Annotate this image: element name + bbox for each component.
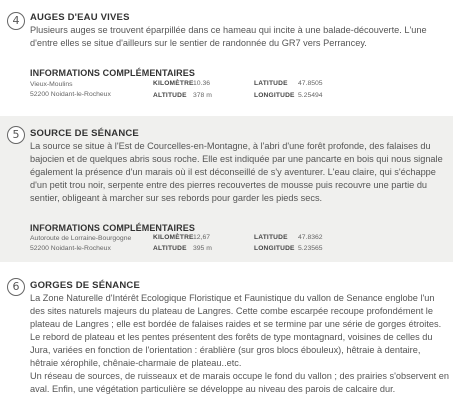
info-heading-5: INFORMATIONS COMPLÉMENTAIRES	[30, 223, 195, 233]
altitude-value: 395 m	[193, 245, 212, 252]
poi-description-5	[30, 140, 450, 205]
poi-title-4: AUGES D'EAU VIVES	[30, 12, 130, 23]
paragraph: La source se situe à l'Est de Courcelles-en-Montagne, à l'abri d'une forêt profonde, des falaises du bajocien et de quelques abris sous roche. Elle est indiquée par une pancarte en bois qui nous signale également la présence d'un marais où il est déconseillé de s'y aventurer. L'eau claire, qui s'échappe d'un petit trou noir, serpente entre des pierres recouvertes de mousse puis recouvre une partie du sentier, obligeant à marcher sur ses rebords pour garder les pieds secs.	[30, 141, 443, 203]
address-4	[30, 80, 111, 99]
info-heading-4: INFORMATIONS COMPLÉMENTAIRES	[30, 68, 195, 78]
latitude-value: 47.8505	[298, 80, 323, 87]
km-label: KILOMÈTRE	[153, 80, 194, 87]
paragraph: Un réseau de sources, de ruisseaux et de marais occupe le fond du vallon ; des prairies s'observent en aval. Enfin, une végétation particulière se développe au niveau des parois de calcaire dur.	[30, 371, 450, 394]
km-value: 12,67	[193, 234, 211, 241]
poi-title-5: SOURCE DE SÉNANCE	[30, 128, 139, 139]
address-line-2: 52200 Noidant-le-Rocheux	[30, 244, 111, 252]
address-line-1: Vieux-Moulins	[30, 81, 73, 88]
longitude-label: LONGITUDE	[254, 92, 295, 99]
longitude-value: 5.23565	[298, 245, 323, 252]
altitude-value: 378 m	[193, 92, 212, 99]
address-line-1: Autoroute de Lorraine-Bourgogne	[30, 235, 132, 242]
number-badge-6: 6	[7, 278, 25, 296]
poi-description-6	[30, 292, 450, 396]
paragraph: La Zone Naturelle d'Intérêt Ecologique Floristique et Faunistique du vallon de Senance englobe l'un des sites naturels majeurs du plateau de Langres. Cette combe escarpée recoupe profondément le plateau de Langres ; elle est bordée de falaises raides et se termine par une série de gorges étroites. Le rebord de plateau et les pentes présentent des forêts de type montagnard, voisines de celles du Jura, variées en fonction de l'orientation : érablière (sur gros blocs ébouleux), hêtraie à dentaire, hêtraie xérophile, chênaie-charmaie de plateau..etc.	[30, 293, 442, 368]
altitude-label: ALTITUDE	[153, 245, 187, 252]
address-line-2: 52200 Noidant-le-Rocheux	[30, 90, 111, 98]
poi-title-6: GORGES DE SÉNANCE	[30, 280, 141, 291]
poi-entry-4	[0, 0, 453, 112]
poi-entry-5	[0, 116, 453, 262]
km-label: KILOMÈTRE	[153, 234, 194, 241]
latitude-label: LATITUDE	[254, 80, 288, 87]
longitude-value: 5.25494	[298, 92, 323, 99]
latitude-label: LATITUDE	[254, 234, 288, 241]
poi-description-4	[30, 24, 450, 50]
km-value: 10.36	[193, 80, 211, 87]
number-badge-5: 5	[7, 126, 25, 144]
latitude-value: 47.8362	[298, 234, 323, 241]
paragraph: Plusieurs auges se trouvent éparpillée dans ce hameau qui incite à une balade-découverte. L'une d'entre elles se situe d'ailleurs sur le sentier de randonnée du GR7 vers Perrancey.	[30, 25, 427, 48]
longitude-label: LONGITUDE	[254, 245, 295, 252]
poi-entry-6	[0, 262, 453, 400]
address-5	[30, 234, 131, 253]
altitude-label: ALTITUDE	[153, 92, 187, 99]
number-badge-4: 4	[7, 12, 25, 30]
